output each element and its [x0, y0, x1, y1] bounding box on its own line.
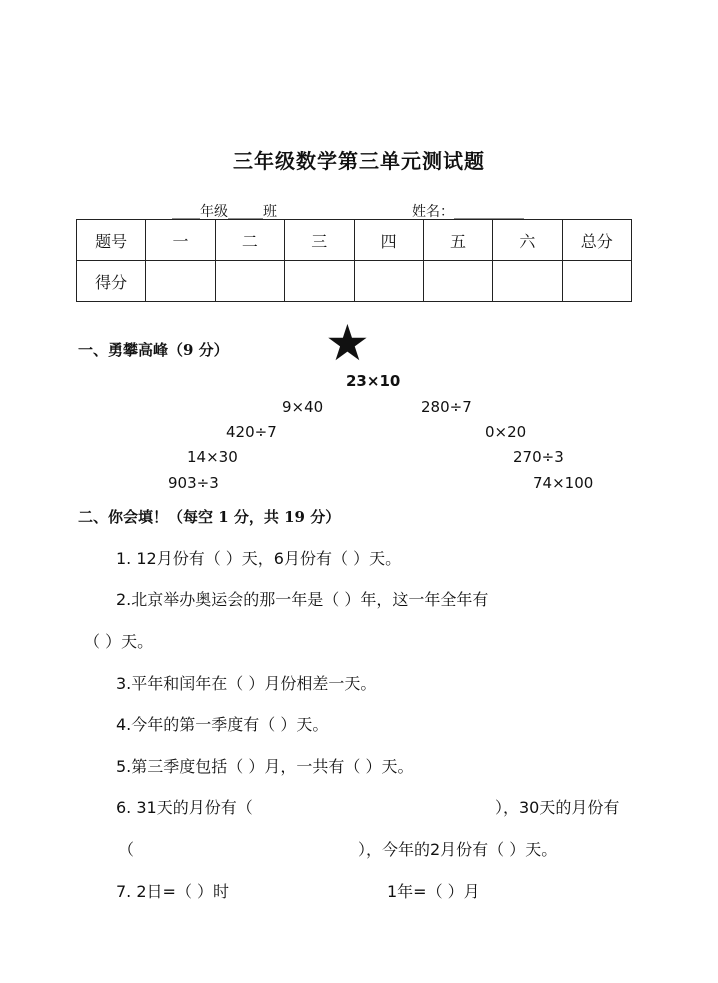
score-cell[interactable]: [423, 261, 492, 302]
question-2: 2.北京举办奥运会的那一年是（ ）年，这一年全年有: [116, 590, 489, 609]
pyramid-item: 270÷3: [513, 448, 564, 466]
score-cell[interactable]: [493, 261, 562, 302]
header-cell: 一: [146, 220, 215, 261]
header-cell: 三: [285, 220, 354, 261]
header-cell: 总分: [562, 220, 631, 261]
pyramid-item: 9×40: [282, 398, 324, 416]
score-table-header-row: [77, 220, 632, 261]
question-6: 6. 31天的月份有（: [116, 798, 253, 817]
score-cell[interactable]: [215, 261, 284, 302]
question-3: 3.平年和闰年在（ ）月份相差一天。: [116, 674, 377, 693]
score-table-score-row: [77, 261, 632, 302]
pyramid-item: 14×30: [187, 448, 238, 466]
class-field: ____年级_____班: [172, 204, 277, 220]
question-6-part: ），30天的月份有: [495, 798, 620, 817]
question-1: 1. 12月份有（ ）天，6月份有（ ）天。: [116, 549, 402, 568]
section-2-title: 二、你会填！（每空 1 分，共 19 分）: [78, 508, 341, 526]
header-cell: 四: [354, 220, 423, 261]
question-7: 7. 2日=（ ）时: [116, 882, 230, 901]
score-cell[interactable]: [146, 261, 215, 302]
question-2-continued: （ ）天。: [84, 632, 154, 651]
score-cell[interactable]: [562, 261, 631, 302]
star-icon: ★: [325, 314, 370, 372]
pyramid-item: 0×20: [485, 423, 527, 441]
section-1-title: 一、勇攀高峰（9 分）: [78, 341, 229, 359]
header-cell: 五: [423, 220, 492, 261]
question-6-continued: （: [118, 840, 135, 859]
header-cell: 题号: [77, 220, 146, 261]
pyramid-item: 903÷3: [168, 474, 219, 492]
question-7-part: 1年=（ ）月: [387, 882, 480, 901]
name-field: 姓名：__________: [412, 204, 524, 220]
score-table: [76, 219, 632, 302]
pyramid-item: 74×100: [533, 474, 594, 492]
score-cell[interactable]: [285, 261, 354, 302]
question-5: 5.第三季度包括（ ）月，一共有（ ）天。: [116, 757, 414, 776]
score-cell[interactable]: [354, 261, 423, 302]
question-6-continued-part: ），今年的2月份有（ ）天。: [358, 840, 558, 859]
header-cell: 六: [493, 220, 562, 261]
question-4: 4.今年的第一季度有（ ）天。: [116, 715, 329, 734]
header-cell: 二: [215, 220, 284, 261]
page-title: 三年级数学第三单元测试题: [233, 149, 485, 173]
row-label-cell: 得分: [77, 261, 146, 302]
pyramid-item: 23×10: [346, 372, 401, 390]
pyramid-item: 280÷7: [421, 398, 472, 416]
pyramid-item: 420÷7: [226, 423, 277, 441]
